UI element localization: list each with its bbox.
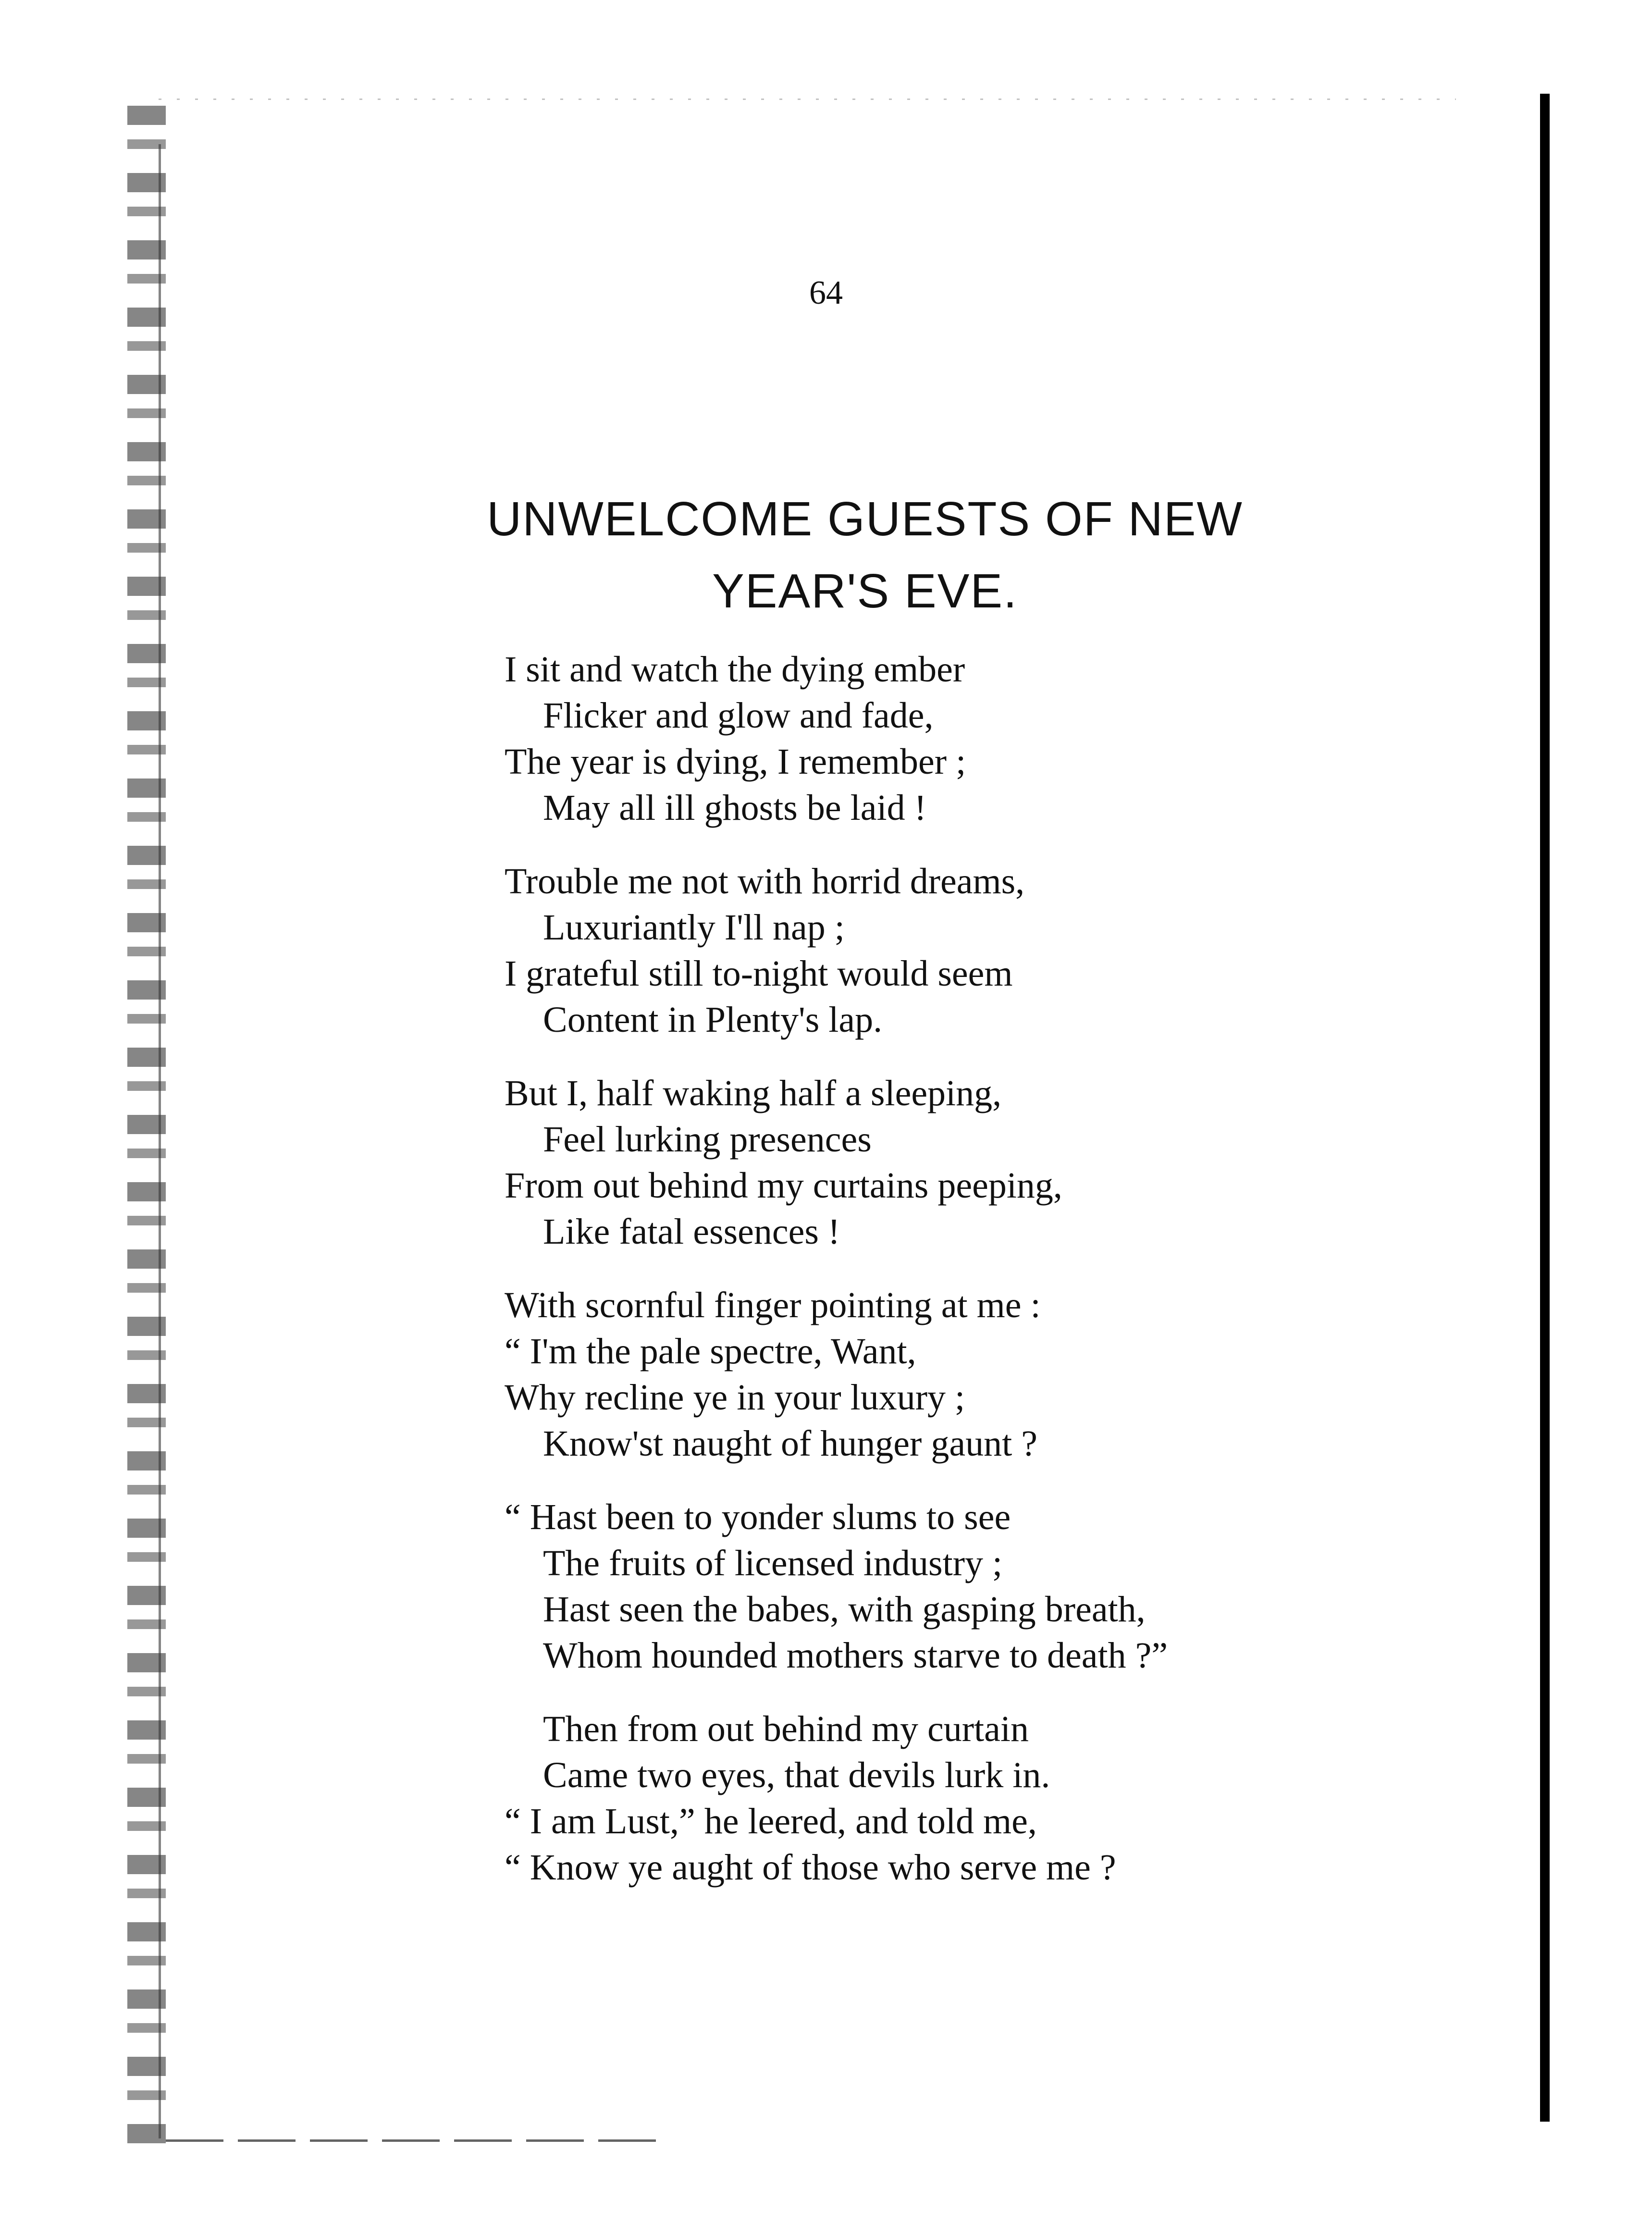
poem-line: Like fatal essences ! bbox=[543, 1211, 840, 1252]
poem-line: Came two eyes, that devils lurk in. bbox=[543, 1755, 1050, 1795]
poem-line: The year is dying, I remember ; bbox=[505, 741, 966, 782]
poem-body bbox=[505, 646, 1514, 1918]
poem-line: Content in Plenty's lap. bbox=[543, 1000, 883, 1040]
poem-line: But I, half waking half a sleeping, bbox=[505, 1073, 1002, 1113]
scan-top-edge bbox=[159, 99, 1456, 100]
poem-line: Know'st naught of hunger gaunt ? bbox=[543, 1423, 1037, 1464]
poem-line: Then from out behind my curtain bbox=[543, 1709, 1029, 1749]
poem-stanza bbox=[505, 646, 1514, 831]
poem-line: With scornful finger pointing at me : bbox=[505, 1285, 1041, 1325]
poem-title-line: UNWELCOME GUESTS OF NEW bbox=[487, 492, 1243, 546]
poem-stanza bbox=[505, 1494, 1514, 1679]
poem-title-line: YEAR'S EVE. bbox=[712, 564, 1018, 618]
poem-stanza bbox=[505, 1070, 1514, 1255]
poem-line: “ I am Lust,” he leered, and told me, bbox=[505, 1801, 1037, 1841]
scan-left-border bbox=[159, 144, 161, 2138]
poem-line: “ Hast been to yonder slums to see bbox=[505, 1497, 1011, 1537]
poem-line: From out behind my curtains peeping, bbox=[505, 1165, 1062, 1206]
poem-line: The fruits of licensed industry ; bbox=[543, 1543, 1003, 1583]
poem-line: “ I'm the pale spectre, Want, bbox=[505, 1331, 916, 1371]
poem-line: May all ill ghosts be laid ! bbox=[543, 788, 926, 828]
scan-bottom-edge bbox=[166, 2139, 670, 2142]
poem-line: I sit and watch the dying ember bbox=[505, 649, 965, 690]
poem-stanza bbox=[505, 1282, 1514, 1467]
poem-stanza bbox=[505, 858, 1514, 1043]
poem-line: Trouble me not with horrid dreams, bbox=[505, 861, 1025, 902]
poem-stanza bbox=[505, 1706, 1514, 1890]
page-number: 64 bbox=[809, 274, 843, 311]
poem-line: Whom hounded mothers starve to death ?” bbox=[543, 1635, 1168, 1676]
poem-line: Why recline ye in your luxury ; bbox=[505, 1377, 965, 1418]
scan-right-border bbox=[1540, 94, 1550, 2122]
poem-title bbox=[432, 483, 1297, 627]
poem-line: I grateful still to-night would seem bbox=[505, 953, 1013, 994]
poem-line: “ Know ye aught of those who serve me ? bbox=[505, 1847, 1116, 1888]
poem-line: Flicker and glow and fade, bbox=[543, 695, 934, 736]
poem-line: Luxuriantly I'll nap ; bbox=[543, 907, 845, 948]
poem-line: Hast seen the babes, with gasping breath, bbox=[543, 1589, 1146, 1630]
poem-line: Feel lurking presences bbox=[543, 1119, 872, 1160]
